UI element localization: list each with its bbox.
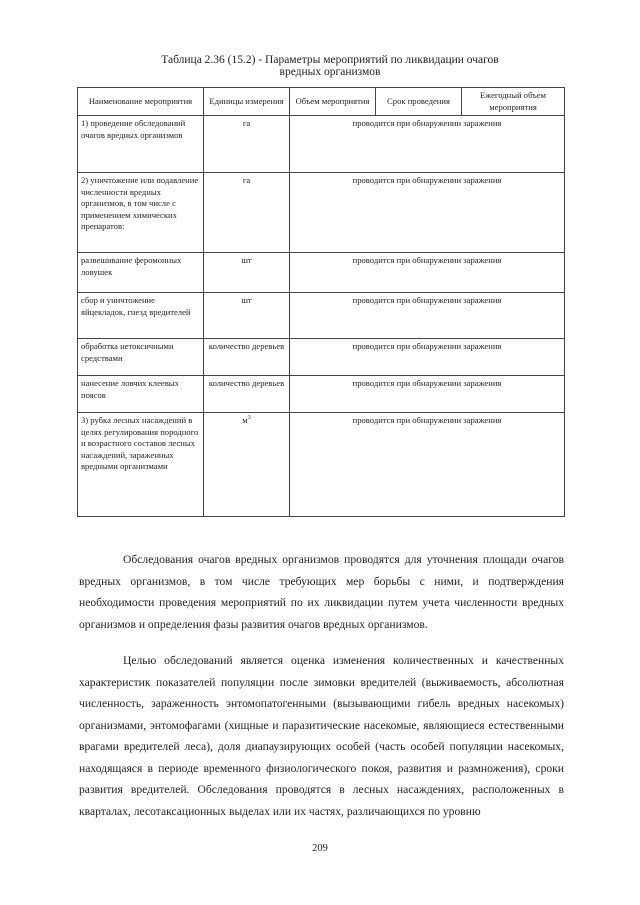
body-paragraph-2 xyxy=(79,650,564,822)
row-name: 2) уничтожение или подавление численности вредных организмов, в том числе с применением химических препаратов: xyxy=(78,173,204,253)
row-value: проводится при обнаружении заражения xyxy=(290,253,565,293)
table-row xyxy=(78,116,565,173)
table-row xyxy=(78,293,565,339)
table-header-row xyxy=(78,88,565,116)
row-unit: га xyxy=(204,173,290,253)
header-cell-term: Срок проведения xyxy=(376,88,462,116)
page-number: 209 xyxy=(312,843,328,854)
row-value: проводится при обнаружении заражения xyxy=(290,376,565,413)
table-row xyxy=(78,376,565,413)
row-value: проводится при обнаружении заражения xyxy=(290,413,565,517)
table-row xyxy=(78,413,565,517)
row-name: обработка нетоксичными средствами xyxy=(78,339,204,376)
unit-superscript: 3 xyxy=(247,415,251,422)
row-value: проводится при обнаружении заражения xyxy=(290,293,565,339)
caption-line-2: вредных организмов xyxy=(279,66,381,78)
row-name: 3) рубка лесных насаждений в целях регулирования породного и возрастного составов лесных насаждений, зараженных вредными организмами xyxy=(78,413,204,517)
table-row xyxy=(78,173,565,253)
header-cell-annual: Ежегодный объем мероприятия xyxy=(462,88,565,116)
row-value: проводится при обнаружении заражения xyxy=(290,116,565,173)
measures-table xyxy=(77,87,565,517)
row-unit: шт xyxy=(204,253,290,293)
row-name: нанесение ловчих клеевых поясов xyxy=(78,376,204,413)
row-unit: шт xyxy=(204,293,290,339)
row-unit: количество деревьев xyxy=(204,376,290,413)
row-name: 1) проведение обследований очагов вредных организмов xyxy=(78,116,204,173)
row-name: сбор и уничтожение яйцекладок, гнезд вредителей xyxy=(78,293,204,339)
header-cell-unit: Единицы измерения xyxy=(204,88,290,116)
header-cell-name: Наименование мероприятия xyxy=(78,88,204,116)
row-name: развешивание феромонных ловушек xyxy=(78,253,204,293)
paragraph-text: Целью обследований является оценка изменения количественных и качественных характеристик показателей популяции после зимовки вредителей (выживаемость, абсолютная численность, зараженность энтомопатогенными (вызывающими гибель вредных насекомых) организмами, энтомофагами (хищные и паразитические насекомые, являющиеся естественными врагами вредителей леса), доля диапаузирующих особей (часть особей популяции насекомых, находящаяся в периоде временного физиологического покоя, развития и размножения), сроки развития вредителей. Обследования проводятся в лесных насаждениях, расположенных в кварталах, лесотаксационных выделах или их частях, различающихся по уровню xyxy=(79,654,564,818)
table-caption xyxy=(60,54,600,78)
table-row xyxy=(78,253,565,293)
caption-line-1: Таблица 2.36 (15.2) - Параметры мероприятий по ликвидации очагов xyxy=(161,54,499,66)
paragraph-text: Обследования очагов вредных организмов проводятся для уточнения площади очагов вредных организмов, в том числе требующих мер борьбы с ними, и подтверждения необходимости проведения мероприятий по их ликвидации путем учета численности вредных организмов и определения фазы развития очагов вредных организмов. xyxy=(79,553,564,631)
row-unit: га xyxy=(204,116,290,173)
header-cell-volume: Объем мероприятия xyxy=(290,88,376,116)
row-unit xyxy=(204,413,290,517)
unit-text: м xyxy=(242,415,248,425)
row-value: проводится при обнаружении заражения xyxy=(290,173,565,253)
row-value: проводится при обнаружении заражения xyxy=(290,339,565,376)
table-row xyxy=(78,339,565,376)
row-unit: количество деревьев xyxy=(204,339,290,376)
body-paragraph-1 xyxy=(79,549,564,635)
